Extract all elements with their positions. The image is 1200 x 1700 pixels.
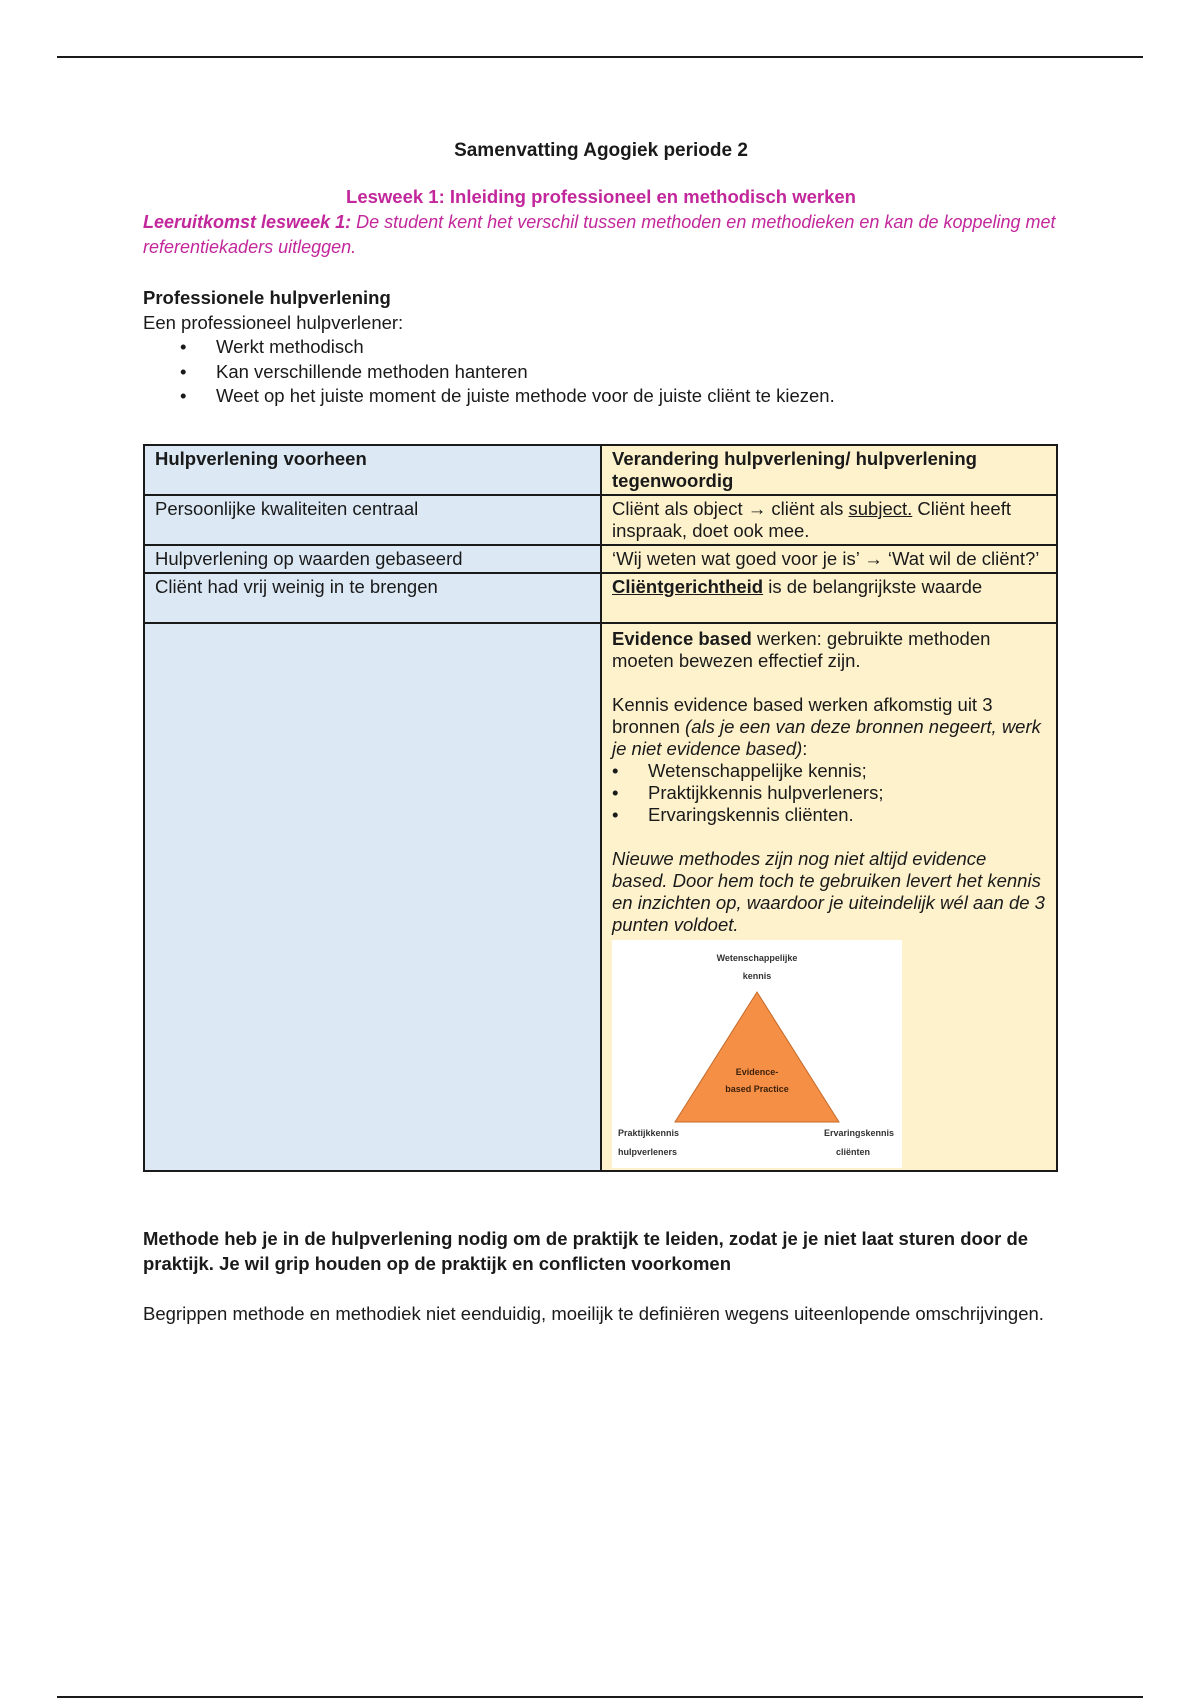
- evidence-cell: [601, 623, 1057, 1171]
- cell-left: Hulpverlening op waarden gebaseerd: [144, 545, 601, 573]
- section-intro: Een professioneel hulpverlener:: [143, 312, 404, 333]
- evidence-triangle: [675, 992, 839, 1122]
- bottom-rule: [57, 1696, 1143, 1698]
- label-right-2: cliënten: [835, 1147, 870, 1157]
- cell-left: Persoonlijke kwaliteiten centraal: [144, 495, 601, 545]
- evidence-note: Nieuwe methodes zijn nog niet altijd evidence based. Door hem toch te gebruiken levert het kennis en inzichten op, waardoor je uiteindelijk wél aan de 3 punten voldoet.: [612, 848, 1045, 935]
- evidence-triangle-figure: [612, 940, 902, 1168]
- list-item: • Werkt methodisch: [143, 335, 1059, 360]
- learning-outcome-text: De student kent het verschil tussen methoden en methodieken en kan de koppeling met referentiekaders uitleggen.: [143, 212, 1056, 257]
- header-right: Verandering hulpverlening/ hulpverlening tegenwoordig: [601, 445, 1057, 495]
- week-heading: Lesweek 1: Inleiding professioneel en methodisch werken: [346, 186, 856, 207]
- closing-section: [143, 1226, 1059, 1326]
- list-item: • Kan verschillende methoden hanteren: [143, 360, 1059, 385]
- evidence-sources-list: [612, 760, 1046, 826]
- evidence-definition: Evidence based werken: gebruikte methoden moeten bewezen effectief zijn.: [612, 628, 991, 671]
- table-row: [144, 623, 1057, 1171]
- list-item: • Praktijkkennis hulpverleners;: [612, 782, 1046, 804]
- cell-right: Cliëntgerichtheid is de belangrijkste waarde: [601, 573, 1057, 623]
- top-rule: [57, 56, 1143, 58]
- bullet-list: [143, 335, 1059, 409]
- table-row: [144, 495, 1057, 545]
- subject-term: subject.: [848, 498, 913, 519]
- table-header-row: [144, 445, 1057, 495]
- label-center-1: Evidence-: [735, 1067, 779, 1077]
- triangle-diagram: [612, 940, 902, 1168]
- label-left-2: hulpverleners: [618, 1147, 678, 1157]
- label-center-2: based Practice: [725, 1084, 789, 1094]
- definition-note: Begrippen methode en methodiek niet eenduidig, moeilijk te definiëren wegens uiteenlopende omschrijvingen.: [143, 1303, 1044, 1324]
- table-row: [144, 573, 1057, 623]
- cell-right: ‘Wij weten wat goed voor je is’ → ‘Wat wil de cliënt?’: [601, 545, 1057, 573]
- label-left-1: Praktijkkennis: [618, 1128, 680, 1138]
- cell-left-empty: [144, 623, 601, 1171]
- list-item: • Ervaringskennis cliënten.: [612, 804, 1046, 826]
- learning-outcome: [143, 210, 1059, 260]
- evidence-sources-intro: Kennis evidence based werken afkomstig uit 3 bronnen (als je een van deze bronnen negeert, werk je niet evidence based):: [612, 694, 1041, 759]
- document-title: Samenvatting Agogiek periode 2: [454, 140, 748, 161]
- method-statement: Methode heb je in de hulpverlening nodig om de praktijk te leiden, zodat je je niet laat sturen door de praktijk. Je wil grip houden op de praktijk en conflicten voorkomen: [143, 1228, 1029, 1274]
- label-right-1: Ervaringskennis: [823, 1128, 894, 1138]
- list-item: • Weet op het juiste moment de juiste methode voor de juiste cliënt te kiezen.: [143, 384, 1059, 409]
- cell-right: Cliënt als object → cliënt als subject. Cliënt heeft inspraak, doet ook mee.: [601, 495, 1057, 545]
- list-item: • Wetenschappelijke kennis;: [612, 760, 1046, 782]
- label-top-1: Wetenschappelijke: [716, 953, 798, 963]
- learning-outcome-label: Leeruitkomst lesweek 1:: [143, 212, 352, 232]
- table-row: [144, 545, 1057, 573]
- clientgerichtheid-term: Cliëntgerichtheid: [612, 576, 764, 597]
- section-heading: Professionele hulpverlening: [143, 287, 391, 308]
- cell-left: Cliënt had vrij weinig in te brengen: [144, 573, 601, 623]
- comparison-table: [143, 444, 1058, 1172]
- header-left: Hulpverlening voorheen: [144, 445, 601, 495]
- document-body: [143, 140, 1059, 409]
- label-top-2: kennis: [742, 971, 772, 981]
